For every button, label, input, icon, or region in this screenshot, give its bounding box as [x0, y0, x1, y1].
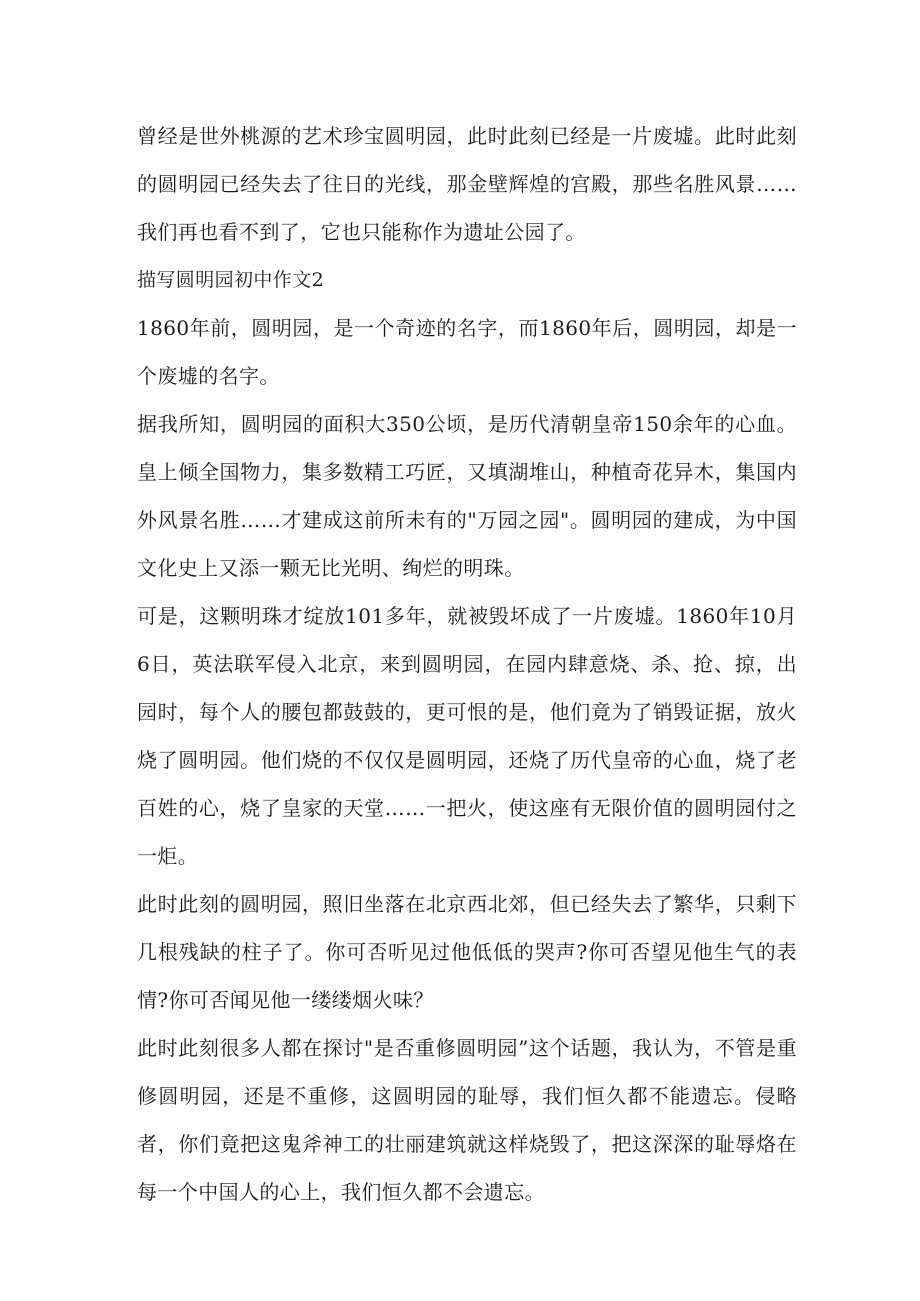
document-body — [137, 112, 797, 1216]
paragraph-ruins-intro: 曾经是世外桃源的艺术珍宝圆明园，此时此刻已经是一片废墟。此时此刻的圆明园已经失去了往日的光线，那金壁辉煌的宫殿，那些名胜风景……我们再也看不到了，它也只能称作为遗址公园了。 — [137, 124, 797, 244]
essay-title: 描写圆明园初中作文2 — [137, 269, 325, 291]
paragraph-remains: 此时此刻的圆明园，照旧坐落在北京西北郊，但已经失去了繁华，只剩下几根残缺的柱子了。你可否听见过他低低的哭声?你可否望见他生气的表情?你可否闻见他一缕缕烟火味？ — [137, 892, 797, 1012]
paragraph-conclusion: 此时此刻很多人都在探讨"是否重修圆明园”这个话题，我认为，不管是重修圆明园，还是不重修，这圆明园的耻辱，我们恒久都不能遗忘。侵略者，你们竟把这鬼斧神工的壮丽建筑就这样烧毁了，把这深深的耻辱烙在每一个中国人的心上，我们恒久都不会遗忘。 — [137, 1036, 797, 1204]
paragraph-destruction: 可是，这颗明珠才绽放101多年，就被毁坏成了一片废墟。1860年10月6日，英法联军侵入北京，来到圆明园，在园内肆意烧、杀、抢、掠，出园时，每个人的腰包都鼓鼓的，更可恨的是，他们竟为了销毁证据，放火烧了圆明园。他们烧的不仅仅是圆明园，还烧了历代皇帝的心血，烧了老百姓的心，烧了皇家的天堂……一把火，使这座有无限价值的圆明园付之一炬。 — [137, 604, 797, 868]
paragraph-1860: 1860年前，圆明园，是一个奇迹的名字，而1860年后，圆明园，却是一个废墟的名字。 — [137, 316, 797, 388]
paragraph-area: 据我所知，圆明园的面积大350公顷，是历代清朝皇帝150余年的心血。皇上倾全国物力，集多数精工巧匠，又填湖堆山，种植奇花异木，集国内外风景名胜……才建成这前所未有的"万园之园"。圆明园的建成，为中国文化史上又添一颗无比光明、绚烂的明珠。 — [137, 412, 797, 580]
